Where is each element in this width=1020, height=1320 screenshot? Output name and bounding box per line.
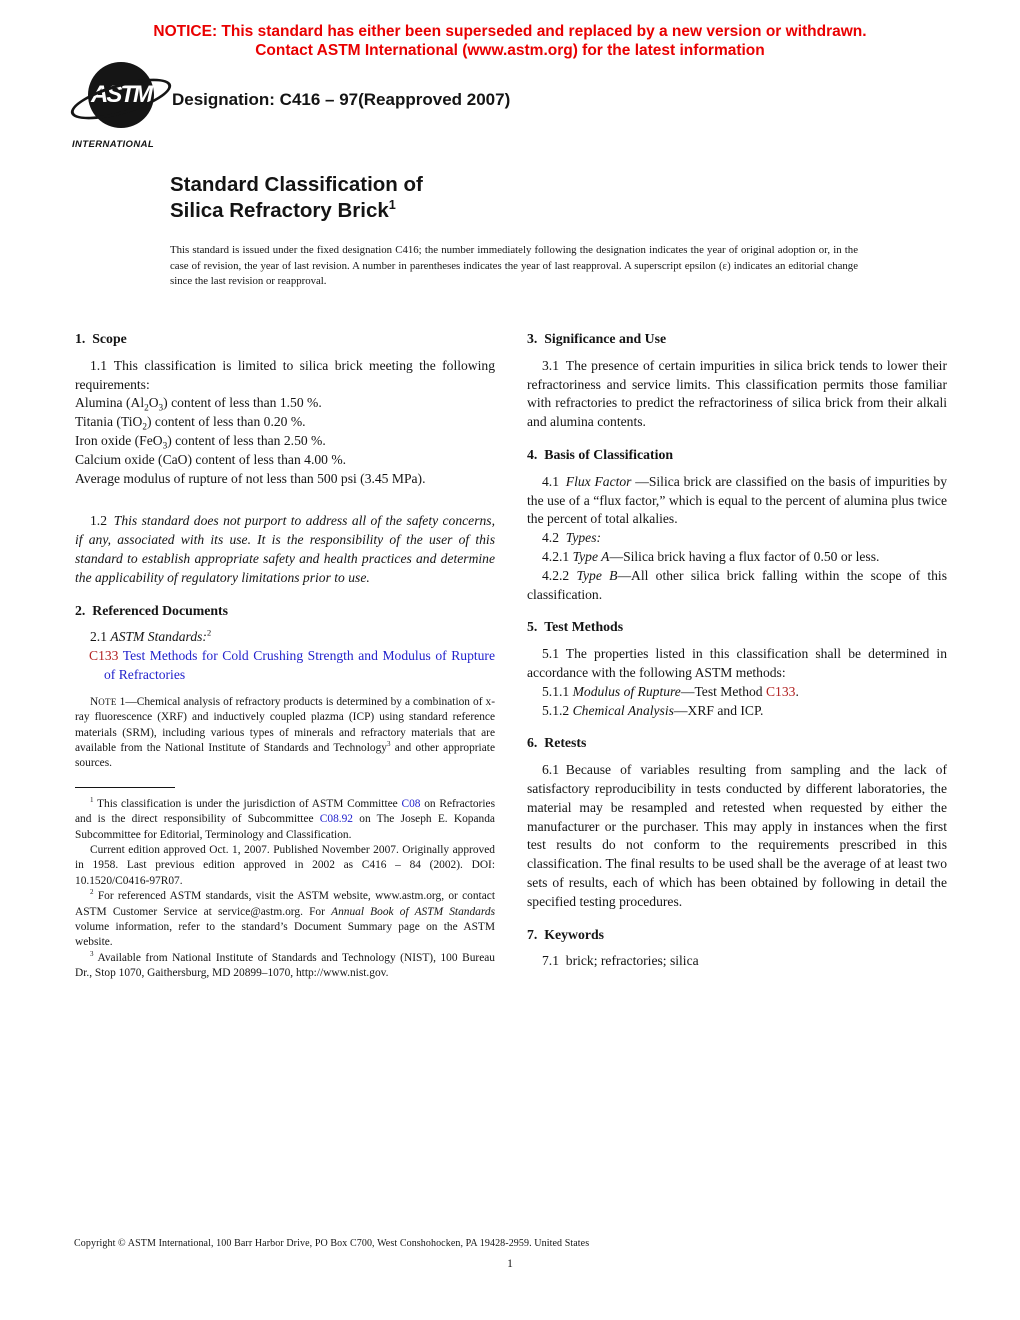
- text-segment: 5.1 The properties listed in this classification shall be determined in accordance with the following ASTM methods:: [527, 646, 947, 680]
- supersession-notice: [0, 22, 1020, 60]
- section-1-heading: 1. Scope: [75, 331, 127, 346]
- left-column: [75, 330, 495, 982]
- text-segment: OTE: [98, 696, 117, 707]
- requirement-titania: [75, 413, 495, 432]
- text-segment: 2: [142, 421, 147, 432]
- text-segment: Current edition approved Oct. 1, 2007. Published November 2007. Originally approved in 1958. Last previous edition approved in 2002 as C416 – 84 (2002). DOI: 10.1520/C0416-97R07.: [75, 844, 495, 887]
- footnote-1: [75, 797, 495, 843]
- title-line-2: [170, 199, 396, 222]
- astm-logo: [72, 60, 172, 150]
- notice-line-2: Contact ASTM International (www.astm.org) for the latest information: [255, 42, 765, 59]
- paragraph-3-1: [527, 357, 947, 432]
- text-segment: Silica Refractory Brick: [170, 199, 389, 222]
- text-segment: ASTM Standards:: [110, 629, 207, 645]
- requirement-alumina: [75, 394, 495, 413]
- text-segment: 6.1 Because of variables resulting from sampling and the lack of satisfactory reproducibility in tests conducted by different laboratories, the material may be resampled and retested when requested by either the manufacturer or the purchaser. This may apply in instances when the first test results do not conform to the requirements prescribed in this classification. The final results to be used shall be the average of at least two sets of results, each of which has been obtained by following in detail the specified testing procedures.: [527, 762, 947, 909]
- paragraph-2-1: [75, 628, 495, 647]
- text-segment: ) content of less than 0.20 %.: [147, 414, 306, 430]
- text-segment: —Silica brick are classified on the basis of impurities by the use of a “flux factor,” which is equal to the percent of alumina plus twice the percent of total alkalies.: [527, 473, 948, 527]
- footnote-block: [75, 787, 495, 982]
- text-segment: .: [795, 683, 799, 699]
- footnote-1-continued: [75, 843, 495, 889]
- link-c08-92[interactable]: C08.92: [319, 813, 354, 826]
- text-segment: N: [90, 695, 99, 708]
- section-6-heading: 6. Retests: [527, 735, 587, 751]
- text-segment: Calcium oxide (CaO) content of less than 4.00 %.: [75, 451, 347, 467]
- link-c133-title[interactable]: Test Methods for Cold Crushing Strength and Modulus of Rupture of Refractories: [104, 648, 495, 682]
- text-segment: 2.1: [90, 629, 111, 645]
- text-segment: Flux Factor: [565, 473, 632, 489]
- note-1: [75, 695, 495, 772]
- text-segment: This standard does not purport to address all of the safety concerns, if any, associated with its use. It is the responsibility of the user of this standard to establish appropriate safety and health practices and determine the applicability of regulatory limitations prior to use.: [75, 513, 495, 585]
- footnote-2: [75, 889, 495, 951]
- notice-line-1: NOTICE: This standard has either been superseded and replaced by a new version or withdrawn.: [153, 23, 867, 40]
- paragraph-5-1-2: [527, 702, 947, 721]
- paragraph-4-2-2: [527, 567, 947, 605]
- text-segment: This classification is under the jurisdiction of ASTM Committee: [93, 797, 402, 810]
- section-7-heading: 7. Keywords: [527, 926, 605, 942]
- section-3-heading: 3. Significance and Use: [527, 331, 667, 346]
- text-segment: 1: [90, 795, 94, 804]
- right-column: [527, 330, 947, 982]
- astm-logo-text: ASTM: [91, 81, 151, 108]
- document-title: [170, 172, 423, 224]
- astm-logo-mark: [72, 60, 172, 136]
- text-segment: 4.2.2: [542, 567, 577, 583]
- link-c133[interactable]: C133: [89, 648, 119, 664]
- text-segment: 4.2.1: [542, 548, 573, 564]
- text-segment: 7.1 brick; refractories; silica: [542, 953, 699, 969]
- preamble: This standard is issued under the fixed designation C416; the number immediately following the designation indicates the year of original adoption or, in the case of revision, the year of last revision. A number in parentheses indicates the year of last reapproval. A superscript epsilon (ε) indicates an editorial change since the last revision or reapproval.: [170, 244, 858, 287]
- text-segment: 4.2: [542, 530, 566, 546]
- paragraph-4-1: [527, 473, 947, 529]
- text-segment: 3: [90, 950, 94, 959]
- text-segment: 1—Chemical analysis of refractory products is determined by a combination of x-ray fluorescence (XRF) and inductively coupled plazma (ICP) using standard reference materials (SRM), including various types of minerals and refractory materials that are available from the National Institute of Standards and Technology: [75, 695, 495, 754]
- text-segment: —All other silica brick falling within the scope of this classification.: [527, 567, 947, 602]
- reference-c133: [75, 647, 495, 685]
- footnote-3: [75, 951, 495, 982]
- section-4-heading: 4. Basis of Classification: [527, 446, 674, 462]
- text-segment: —XRF and ICP.: [673, 702, 764, 718]
- text-segment: 2: [144, 403, 149, 414]
- text-segment: Alumina (Al: [75, 395, 145, 411]
- text-segment: Modulus of Rupture: [572, 683, 681, 699]
- title-line-1: Standard Classification of: [170, 173, 423, 196]
- text-segment: 2: [206, 627, 212, 638]
- text-segment: 3.1 The presence of certain impurities in silica brick tends to lower their refractoriness and service limits. This classification permits those familiar with refractories to predict the refractoriness of silica brick from their alkali and alumina contents.: [527, 357, 947, 430]
- section-5-heading: 5. Test Methods: [527, 619, 624, 635]
- two-column-body: [75, 330, 947, 982]
- text-segment: on The Joseph E. Kopanda Subcommittee for Editorial, Terminology and Classification.: [75, 813, 495, 841]
- text-segment: 3: [162, 440, 168, 451]
- text-segment: 5.1.2: [542, 702, 573, 718]
- link-c133[interactable]: C133: [765, 683, 796, 699]
- copyright-line: Copyright © ASTM International, 100 Barr Harbor Drive, PO Box C700, West Conshohocken, PA 19428-2959. United States: [74, 1238, 590, 1249]
- paragraph-4-2-1: [527, 548, 947, 567]
- link-c08[interactable]: C08: [401, 797, 421, 810]
- text-segment: on Refractories and is the direct responsibility of Subcommittee: [75, 797, 496, 826]
- paragraph-1-1: [75, 357, 495, 395]
- requirement-modulus: [75, 470, 495, 489]
- text-segment: ) content of less than 1.50 %.: [163, 395, 322, 411]
- text-segment: and other appropriate sources.: [75, 741, 495, 770]
- text-segment: 1: [388, 197, 396, 213]
- text-segment: Annual Book of ASTM Standards: [331, 905, 496, 918]
- paragraph-5-1-1: [527, 683, 947, 702]
- text-segment: Titania (TiO: [75, 414, 143, 430]
- text-segment: Iron oxide (FeO: [75, 432, 163, 448]
- text-segment: Average modulus of rupture of not less than 500 psi (3.45 MPa).: [75, 470, 426, 486]
- requirement-calcium-oxide: [75, 451, 495, 470]
- text-segment: —Silica brick having a flux factor of 0.50 or less.: [609, 548, 880, 564]
- text-segment: Type A: [572, 548, 610, 564]
- text-segment: 2: [90, 888, 94, 897]
- page-number: 1: [507, 1258, 513, 1270]
- paragraph-6-1: [527, 761, 947, 911]
- text-segment: O: [148, 395, 159, 411]
- paragraph-5-1: [527, 645, 947, 683]
- section-2-heading: 2. Referenced Documents: [75, 602, 229, 618]
- footnote-divider: [75, 787, 175, 788]
- text-segment: Available from National Institute of Standards and Technology (NIST), 100 Bureau Dr., Stop 1070, Gaithersburg, MD 20899–1070, http://www.nist.gov.: [75, 951, 495, 980]
- text-segment: 4.1: [542, 473, 566, 489]
- text-segment: Types:: [565, 530, 602, 546]
- text-segment: Chemical Analysis: [572, 702, 674, 718]
- designation: Designation: C416 – 97(Reapproved 2007): [172, 90, 511, 109]
- text-segment: For referenced ASTM standards, visit the ASTM website, www.astm.org, or contact ASTM Customer Service at service@astm.org. For: [75, 890, 495, 918]
- paragraph-7-1: [527, 952, 947, 971]
- astm-logo-subtext: INTERNATIONAL: [72, 139, 155, 150]
- paragraph-1-2: [75, 512, 495, 587]
- text-segment: 3: [158, 403, 164, 414]
- text-segment: ) content of less than 2.50 %.: [167, 432, 326, 448]
- text-segment: volume information, refer to the standard’s Document Summary page on the ASTM website.: [75, 921, 495, 949]
- paragraph-4-2: [527, 529, 947, 548]
- text-segment: Type B: [576, 567, 618, 583]
- requirement-iron-oxide: [75, 432, 495, 451]
- text-segment: 1.1 This classification is limited to silica brick meeting the following requirements:: [75, 357, 495, 392]
- text-segment: 1.2: [90, 513, 114, 529]
- text-segment: —Test Method: [680, 683, 766, 699]
- text-segment: 3: [387, 740, 391, 749]
- text-segment: 5.1.1: [542, 683, 573, 699]
